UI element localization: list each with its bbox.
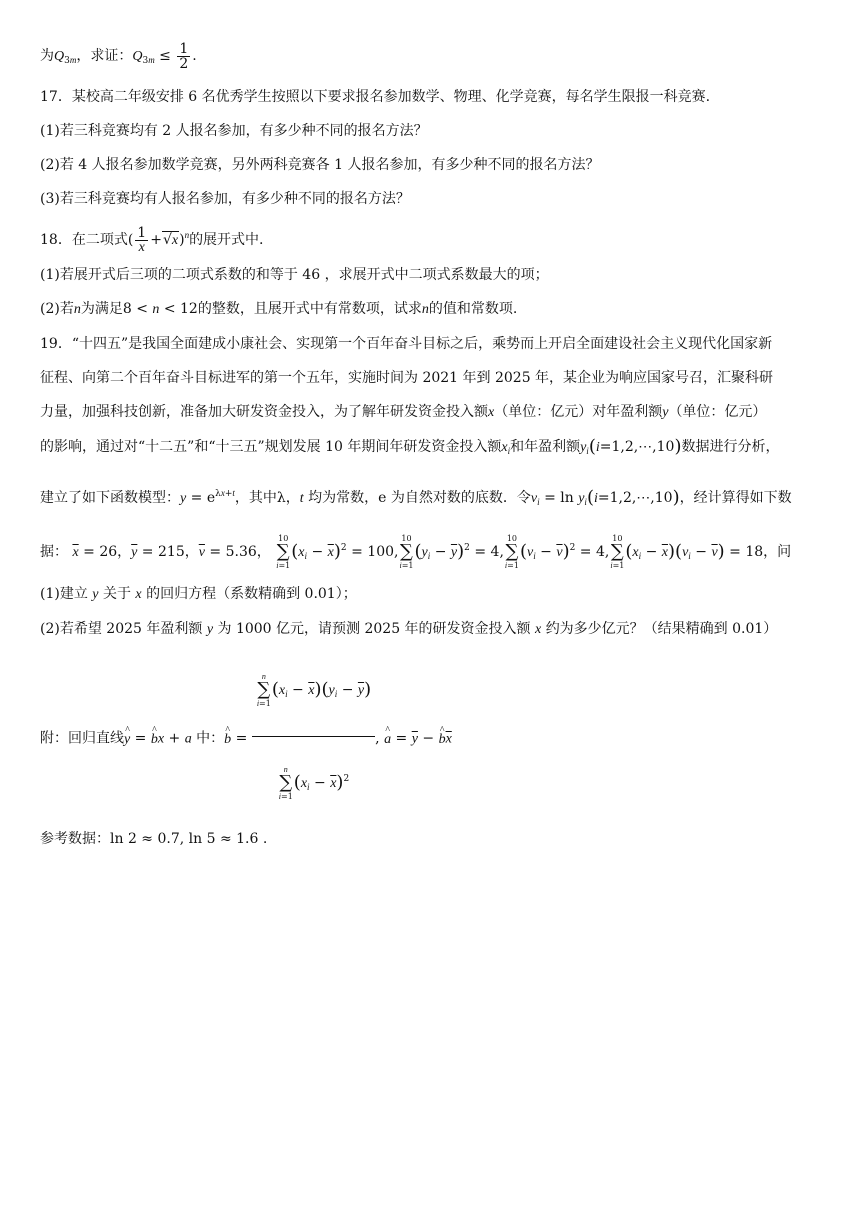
q17-part3: (3)若三科竞赛均有人报名参加，有多少种不同的报名方法？: [40, 191, 410, 207]
q19-line6: 据： $\overline{x} = 26$，$\overline{y} = 215$，$\overline{v} = 5.36$， 10 ∑ i=1 $(x_i - \overline{x})^2 = 100$, 10 ∑ i=1 $(y_i - \overline{y})^2 = 4$, 10 ∑ i=1 $(v_i - \overline{v})^2 = 4$, 10 ∑ i=1 $(x_i - \overline{x})(v_i - \overline{v}) = 18$，问: [40, 534, 792, 570]
q19-reference-data: 参考数据：ln 2 ≈ 0.7, ln 5 ≈ 1.6 .: [40, 831, 268, 847]
q19-line5: 建立了如下函数模型：$y = e^{\lambda x+t}$，其中λ，t 均为常数，e 为自然对数的底数．令$v_i = \ln$ $y_i(i=1,2,\cdots,10)$，经计算得如下数: [40, 487, 792, 508]
q19-part1: (1)建立 y 关于 x 的回归方程（系数精确到 0.01）；: [40, 586, 357, 602]
q16-text-b: ，求证：: [76, 48, 133, 64]
q19-line2: 征程、向第二个百年奋斗目标进军的第一个五年，实施时间为 2021 年到 2025 年，某企业为响应国家号召，汇聚科研: [40, 370, 774, 386]
q19-line4: 的影响，通过对“十二五”和“十三五”规划发展 10 年期间年研发资金投入额$x_i$和年盈利额$y_i(i=1,2,\cdots,10)$数据进行分析，: [40, 436, 780, 457]
q16-text-a: 为: [40, 48, 54, 64]
regression-slope-fraction: n ∑ i=1 $(x_i - \overline{x})(y_i - \overline{y})$ n ∑ i=1 $(x_i - \overline{x})^2$: [252, 650, 375, 827]
q19-line3: 力量，加强科技创新，准备加大研发资金投入，为了解年研发资金投入额x（单位：亿元）对年盈利额y（单位：亿元）: [40, 404, 767, 420]
q18-stem: 18．在二项式( $\frac{1}{x}$ +√x)$^n$的展开式中.: [40, 224, 264, 255]
exam-page: [40, 40, 830, 849]
q16-tail: 为$Q_{3m}$，求证：$Q_{3m}$ ≤ $\frac{1}{2}$ .: [40, 40, 197, 72]
q19-line1: 19．“十四五”是我国全面建成小康社会、实现第一个百年奋斗目标之后，乘势而上开启全面建设社会主义现代化国家新: [40, 336, 773, 352]
q18-part1: (1)若展开式后三项的二项式系数的和等于 46 ，求展开式中二项式系数最大的项；: [40, 267, 549, 283]
q18-part2: (2)若n为满足8 < n < 12的整数，且展开式中有常数项，试求n的值和常数项.: [40, 301, 518, 317]
q17-part2: (2)若 4 人报名参加数学竞赛，另外两科竞赛各 1 人报名参加，有多少种不同的报名方法？: [40, 157, 600, 173]
q17-part1: (1)若三科竞赛均有 2 人报名参加，有多少种不同的报名方法？: [40, 123, 428, 139]
q19-appendix: 附：回归直线^ y = ^ bx + a 中：^ b = n ∑ i=1 $(x_i - \overline{x})(y_i - \overline{y})$ n ∑ i=1 $(x_i - \overline{x})^2$ , ^ $a = \overline{y}$ − ^ $b\overline{x}$: [40, 650, 830, 827]
half-fraction: $\frac{1}{2}$: [179, 40, 189, 72]
q17-stem: 17．某校高二年级安排 6 名优秀学生按照以下要求报名参加数学、物理、化学竞赛，每名学生限报一科竞赛.: [40, 89, 711, 105]
q19-part2: (2)若希望 2025 年盈利额 y 为 1000 亿元，请预测 2025 年的研发资金投入额 x 约为多少亿元？（结果精确到 0.01）: [40, 621, 778, 637]
